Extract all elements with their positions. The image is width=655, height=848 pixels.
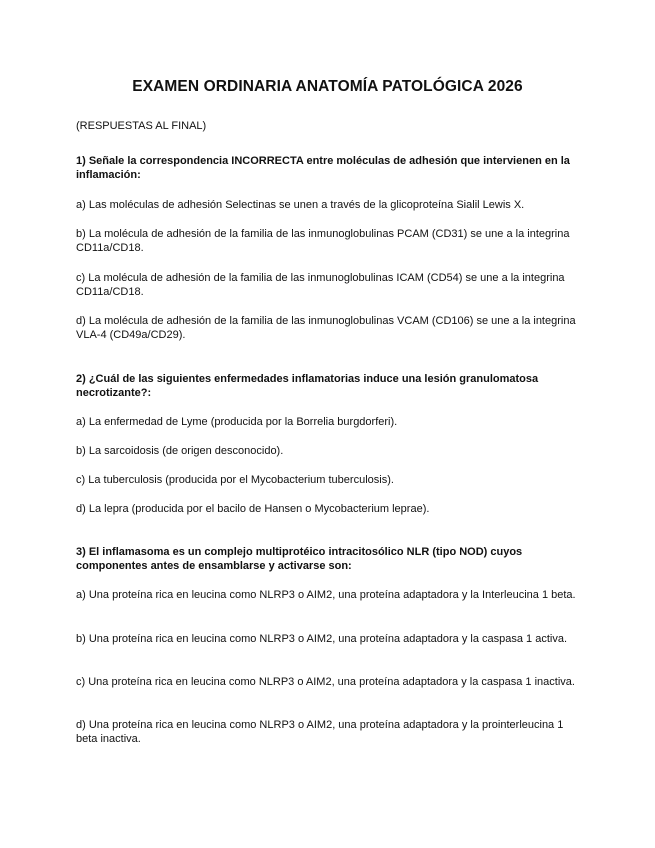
question-3-option-a: a) Una proteína rica en leucina como NLRP3 o AIM2, una proteína adaptadora y la Interleucina 1 beta.	[76, 589, 576, 601]
question-1-option-b: b) La molécula de adhesión de la familia de las inmunoglobulinas PCAM (CD31) se une a la integrina CD11a/CD18.	[76, 228, 570, 254]
question-1-option-c: c) La molécula de adhesión de la familia de las inmunoglobulinas ICAM (CD54) se une a la integrina CD11a/CD18.	[76, 272, 565, 298]
question-1: 1) Señale la correspondencia INCORRECTA entre moléculas de adhesión que intervienen en la inflamación:	[76, 155, 570, 181]
question-2-option-a: a) La enfermedad de Lyme (producida por la Borrelia burgdorferi).	[76, 416, 398, 428]
page-title: EXAMEN ORDINARIA ANATOMÍA PATOLÓGICA 2026	[132, 78, 523, 95]
question-1-option-d: d) La molécula de adhesión de la familia de las inmunoglobulinas VCAM (CD106) se une a la integrina VLA-4 (CD49a/CD29).	[76, 315, 576, 341]
question-3: 3) El inflamasoma es un complejo multiprotéico intracitosólico NLR (tipo NOD) cuyos componentes antes de ensamblarse y activarse son:	[76, 546, 523, 572]
question-1-option-a: a) Las moléculas de adhesión Selectinas se unen a través de la glicoproteína Sialil Lewis X.	[76, 199, 525, 211]
question-3-option-b: b) Una proteína rica en leucina como NLRP3 o AIM2, una proteína adaptadora y la caspasa 1 activa.	[76, 633, 568, 645]
question-2: 2) ¿Cuál de las siguientes enfermedades inflamatorias induce una lesión granulomatosa necrotizante?:	[76, 373, 539, 399]
question-3-option-d: d) Una proteína rica en leucina como NLRP3 o AIM2, una proteína adaptadora y la prointerleucina 1 beta inactiva.	[76, 719, 564, 745]
answers-note: (RESPUESTAS AL FINAL)	[76, 120, 207, 132]
question-2-option-c: c) La tuberculosis (producida por el Mycobacterium tuberculosis).	[76, 474, 394, 486]
question-2-option-b: b) La sarcoidosis (de origen desconocido).	[76, 445, 284, 457]
question-3-option-c: c) Una proteína rica en leucina como NLRP3 o AIM2, una proteína adaptadora y la caspasa 1 inactiva.	[76, 676, 575, 688]
question-2-option-d: d) La lepra (producida por el bacilo de Hansen o Mycobacterium leprae).	[76, 503, 430, 515]
